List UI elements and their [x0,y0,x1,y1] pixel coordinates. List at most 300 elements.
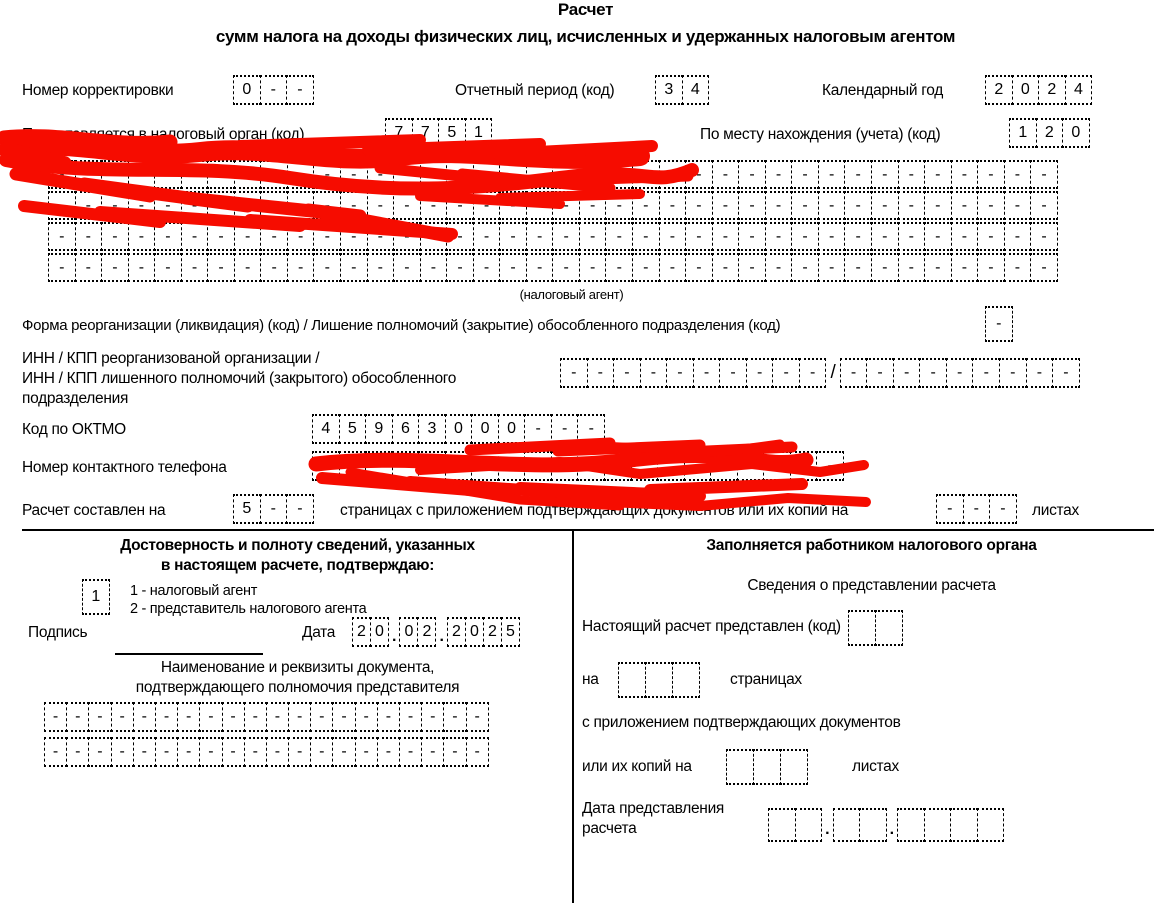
form-cell[interactable] [312,451,340,481]
form-cell[interactable]: - [1004,160,1032,189]
form-cell[interactable]: - [75,222,103,251]
form-title-line2: сумм налога на доходы физических лиц, исчисленных и удержанных налоговым агентом [215,27,956,46]
form-cell[interactable]: - [367,253,395,282]
form-cell[interactable] [577,451,605,481]
form-cell[interactable]: 1 [1009,118,1037,148]
form-cell[interactable]: - [659,253,687,282]
form-cell[interactable] [833,808,861,842]
form-cell[interactable]: - [222,702,245,732]
form-cell[interactable]: - [446,160,474,189]
form-cell[interactable] [684,451,712,481]
form-cell[interactable] [753,749,781,785]
form-cell[interactable]: - [524,414,552,444]
form-cell[interactable]: - [234,191,262,220]
form-cell[interactable]: 9 [365,414,393,444]
form-cell[interactable]: - [499,253,527,282]
form-cell[interactable]: - [738,253,766,282]
form-cell[interactable]: - [287,160,315,189]
form-cell[interactable]: - [181,160,209,189]
form-cell[interactable]: - [791,191,819,220]
form-cell[interactable]: - [613,358,641,388]
form-cell[interactable]: - [287,191,315,220]
form-cell[interactable]: - [765,160,793,189]
form-cell[interactable]: - [473,191,501,220]
form-cell[interactable]: - [399,702,422,732]
form-cell[interactable]: 0 [465,617,484,647]
form-cell[interactable]: - [88,737,111,767]
form-cell[interactable]: - [377,702,400,732]
form-cell[interactable]: - [473,253,501,282]
form-cell[interactable]: - [924,160,952,189]
form-cell[interactable]: - [632,222,660,251]
form-cell[interactable]: 0 [445,414,473,444]
signature-underline[interactable] [115,653,263,655]
form-cell[interactable]: - [393,160,421,189]
form-cell[interactable]: - [951,253,979,282]
form-cell[interactable]: - [972,358,1000,388]
form-cell[interactable]: - [712,191,740,220]
submission-date-label-line2: расчета [582,820,637,837]
form-cell[interactable] [897,808,925,842]
form-cell[interactable]: - [818,191,846,220]
form-cell[interactable]: - [332,702,355,732]
form-cell[interactable] [780,749,808,785]
form-cell[interactable]: - [693,358,721,388]
form-cell[interactable]: - [924,222,952,251]
form-cell[interactable]: 0 [1012,75,1040,105]
form-cell[interactable]: - [577,414,605,444]
form-cell[interactable]: - [552,222,580,251]
form-cell[interactable]: - [871,160,899,189]
form-cell[interactable]: - [260,75,288,105]
form-cell[interactable]: - [712,160,740,189]
form-cell[interactable]: - [128,222,156,251]
form-cell[interactable]: - [286,494,314,524]
form-cell[interactable]: 5 [501,617,520,647]
form-cell[interactable]: - [871,191,899,220]
form-cell[interactable]: 0 [1062,118,1090,148]
form-cell[interactable]: - [367,222,395,251]
form-cell[interactable]: - [963,494,991,524]
form-cell[interactable]: - [155,737,178,767]
form-cell[interactable] [795,808,823,842]
form-cell[interactable]: - [244,737,267,767]
form-cell[interactable]: - [181,222,209,251]
form-cell[interactable] [875,610,903,646]
form-cell[interactable]: - [799,358,827,388]
form-cell[interactable]: - [128,253,156,282]
form-cell[interactable] [618,662,646,698]
form-cell[interactable]: 5 [339,414,367,444]
form-cell[interactable]: - [605,160,633,189]
form-cell[interactable]: - [605,222,633,251]
form-cell[interactable]: - [154,191,182,220]
form-cell[interactable]: - [738,222,766,251]
form-cell[interactable]: - [75,191,103,220]
form-cell[interactable]: - [951,222,979,251]
form-cell[interactable]: - [420,253,448,282]
form-cell[interactable]: - [579,191,607,220]
form-cell[interactable]: - [898,160,926,189]
form-cell[interactable]: - [332,737,355,767]
form-cell[interactable]: - [355,702,378,732]
form-cell[interactable]: - [393,253,421,282]
form-cell[interactable]: - [765,222,793,251]
form-cell[interactable]: - [791,222,819,251]
form-cell[interactable] [471,451,499,481]
form-cell[interactable]: - [818,160,846,189]
form-cell[interactable]: - [44,737,67,767]
form-cell[interactable] [604,451,632,481]
form-cell[interactable]: - [66,702,89,732]
form-cell[interactable]: - [260,253,288,282]
form-cell[interactable]: - [989,494,1017,524]
tax-authority-cells [385,118,492,148]
form-cell[interactable] [726,749,754,785]
form-cell[interactable]: - [919,358,947,388]
form-cell[interactable]: 1 [465,118,493,148]
form-cell[interactable]: - [75,253,103,282]
form-cell[interactable]: - [666,358,694,388]
form-cell[interactable]: - [473,222,501,251]
form-cell[interactable]: - [133,737,156,767]
form-cell[interactable]: - [177,737,200,767]
form-cell[interactable]: - [605,253,633,282]
submission-date-day-cells [768,808,822,842]
form-cell[interactable]: 0 [233,75,261,105]
form-cell[interactable]: - [446,222,474,251]
form-cell[interactable]: 2 [1036,118,1064,148]
form-cell[interactable]: - [133,702,156,732]
form-cell[interactable]: - [632,253,660,282]
form-cell[interactable]: 0 [498,414,526,444]
form-cell[interactable]: 5 [233,494,261,524]
form-cell[interactable]: - [128,160,156,189]
form-cell[interactable]: - [421,737,444,767]
form-cell[interactable]: - [48,253,76,282]
form-cell[interactable] [763,451,791,481]
form-cell[interactable]: - [924,253,952,282]
form-cell[interactable]: - [313,222,341,251]
form-cell[interactable]: - [844,160,872,189]
form-cell[interactable]: - [260,191,288,220]
form-cell[interactable]: 2 [1038,75,1066,105]
attachments-label: с приложением подтверждающих документов [582,714,901,731]
form-cell[interactable]: - [234,222,262,251]
form-cell[interactable]: - [791,160,819,189]
form-cell[interactable]: - [898,222,926,251]
form-cell[interactable]: - [738,160,766,189]
form-cell[interactable]: - [605,191,633,220]
form-cell[interactable]: - [936,494,964,524]
form-cell[interactable]: - [340,160,368,189]
form-cell[interactable]: - [866,358,894,388]
form-cell[interactable] [498,451,526,481]
form-cell[interactable]: - [473,160,501,189]
form-cell[interactable]: - [977,191,1005,220]
right-subheader: Сведения о представлении расчета [747,577,996,594]
form-cell[interactable]: - [155,702,178,732]
form-cell[interactable]: - [765,253,793,282]
reorganization-label: Форма реорганизации (ликвидация) (код) / Лишение полномочий (закрытие) обособленного подразделения (код) [22,317,781,334]
form-cell[interactable]: - [1030,222,1058,251]
form-cell[interactable]: - [393,222,421,251]
form-cell[interactable]: - [367,191,395,220]
form-cell[interactable]: - [977,222,1005,251]
form-cell[interactable]: - [579,253,607,282]
form-cell[interactable]: 4 [1065,75,1093,105]
form-cell[interactable]: - [1026,358,1054,388]
form-cell[interactable]: - [266,702,289,732]
form-cell[interactable]: - [207,160,235,189]
form-cell[interactable]: 5 [438,118,466,148]
form-cell[interactable]: - [393,191,421,220]
form-cell[interactable]: - [526,222,554,251]
form-cell[interactable]: 0 [370,617,389,647]
form-cell[interactable]: - [746,358,774,388]
form-cell[interactable]: - [552,160,580,189]
form-cell[interactable]: - [685,191,713,220]
form-cell[interactable]: - [313,253,341,282]
form-cell[interactable]: - [446,253,474,282]
form-cell[interactable] [365,451,393,481]
form-cell[interactable]: - [244,702,267,732]
form-cell[interactable]: - [177,702,200,732]
form-cell[interactable]: - [816,451,844,481]
form-cell[interactable]: - [844,191,872,220]
form-cell[interactable]: - [420,160,448,189]
form-cell[interactable]: - [924,191,952,220]
form-cell[interactable]: - [288,737,311,767]
form-cell[interactable]: 2 [447,617,466,647]
form-cell[interactable]: - [1030,160,1058,189]
form-cell[interactable] [445,451,473,481]
form-cell[interactable]: - [985,306,1013,342]
form-cell[interactable]: 2 [352,617,371,647]
form-cell[interactable]: - [234,160,262,189]
form-cell[interactable]: 7 [412,118,440,148]
form-cell[interactable]: - [712,222,740,251]
form-cell[interactable]: - [399,737,422,767]
form-cell[interactable]: 2 [417,617,436,647]
form-cell[interactable]: - [288,702,311,732]
form-cell[interactable]: - [111,737,134,767]
form-cell[interactable]: - [977,160,1005,189]
form-cell[interactable]: - [1004,191,1032,220]
form-cell[interactable]: - [579,160,607,189]
form-cell[interactable] [859,808,887,842]
form-cell[interactable]: - [791,253,819,282]
form-cell[interactable]: - [685,160,713,189]
form-cell[interactable]: - [898,253,926,282]
form-cell[interactable]: - [443,702,466,732]
form-cell[interactable]: - [101,191,129,220]
form-cell[interactable]: - [632,191,660,220]
form-cell[interactable]: - [207,191,235,220]
form-cell[interactable]: - [466,702,489,732]
form-cell[interactable]: - [871,253,899,282]
form-cell[interactable] [977,808,1005,842]
form-cell[interactable]: 4 [682,75,710,105]
form-cell[interactable] [848,610,876,646]
form-cell[interactable]: 0 [399,617,418,647]
form-cell[interactable]: 2 [483,617,502,647]
form-cell[interactable] [524,451,552,481]
form-cell[interactable]: - [88,702,111,732]
form-cell[interactable]: - [443,737,466,767]
form-cell[interactable]: - [659,222,687,251]
form-cell[interactable]: - [1052,358,1080,388]
form-cell[interactable]: - [844,222,872,251]
form-cell[interactable]: - [199,737,222,767]
form-cell[interactable]: - [286,75,314,105]
form-cell[interactable]: - [551,414,579,444]
form-cell[interactable]: - [310,702,333,732]
form-cell[interactable]: - [377,737,400,767]
form-cell[interactable]: - [499,160,527,189]
form-cell[interactable]: - [367,160,395,189]
form-cell[interactable] [672,662,700,698]
form-cell[interactable]: - [659,160,687,189]
form-cell[interactable] [950,808,978,842]
form-cell[interactable]: - [101,160,129,189]
form-cell[interactable]: 0 [471,414,499,444]
form-cell[interactable]: 2 [985,75,1013,105]
form-cell[interactable]: - [1030,253,1058,282]
form-cell[interactable]: - [685,253,713,282]
form-cell[interactable]: - [75,160,103,189]
form-cell[interactable]: - [999,358,1027,388]
form-cell[interactable] [631,451,659,481]
form-cell[interactable] [768,808,796,842]
form-cell[interactable]: - [499,191,527,220]
form-cell[interactable]: 4 [312,414,340,444]
form-cell[interactable]: - [355,737,378,767]
form-cell[interactable]: - [844,253,872,282]
form-cell[interactable]: - [128,191,156,220]
form-cell[interactable]: - [48,160,76,189]
form-cell[interactable] [737,451,765,481]
form-cell[interactable]: - [871,222,899,251]
form-cell[interactable]: - [587,358,615,388]
form-cell[interactable]: - [207,253,235,282]
form-cell[interactable]: - [340,253,368,282]
form-cell[interactable]: - [632,160,660,189]
form-cell[interactable]: - [44,702,67,732]
date-year-cells [447,617,520,647]
form-cell[interactable]: - [526,253,554,282]
form-cell[interactable]: - [101,253,129,282]
form-cell[interactable]: - [287,253,315,282]
form-cell[interactable]: - [951,191,979,220]
form-cell[interactable] [710,451,738,481]
form-cell[interactable]: - [772,358,800,388]
form-cell[interactable]: 6 [392,414,420,444]
form-cell[interactable]: - [640,358,668,388]
form-cell[interactable]: - [499,222,527,251]
form-cell[interactable]: - [48,191,76,220]
form-cell[interactable]: - [154,222,182,251]
form-cell[interactable]: - [181,191,209,220]
form-cell[interactable]: - [154,253,182,282]
form-cell[interactable]: - [260,494,288,524]
form-cell[interactable]: - [181,253,209,282]
form-cell[interactable]: - [313,191,341,220]
form-cell[interactable]: - [552,191,580,220]
form-cell[interactable] [551,451,579,481]
form-cell[interactable]: - [466,737,489,767]
form-cell[interactable]: - [446,191,474,220]
form-cell[interactable]: - [790,451,818,481]
form-cell[interactable] [418,451,446,481]
form-cell[interactable]: - [579,222,607,251]
pages-middle-label: страницах с приложением подтверждающих документов или их копий на [340,502,849,519]
form-cell[interactable]: - [659,191,687,220]
form-cell[interactable]: - [313,160,341,189]
form-cell[interactable]: - [199,702,222,732]
form-cell[interactable]: - [421,702,444,732]
form-cell[interactable]: - [893,358,921,388]
form-cell[interactable]: - [266,737,289,767]
form-cell[interactable]: - [526,160,554,189]
form-cell[interactable]: - [898,191,926,220]
form-cell[interactable]: - [719,358,747,388]
form-cell[interactable]: - [977,253,1005,282]
form-cell[interactable]: - [287,222,315,251]
form-cell[interactable]: - [101,222,129,251]
form-cell[interactable] [924,808,952,842]
form-cell[interactable]: - [340,191,368,220]
form-cell[interactable]: 7 [385,118,413,148]
form-cell[interactable]: - [260,160,288,189]
form-cell[interactable]: - [48,222,76,251]
form-cell[interactable]: - [222,737,245,767]
form-cell[interactable]: - [111,702,134,732]
form-cell[interactable]: - [420,191,448,220]
form-cell[interactable]: - [818,253,846,282]
form-cell[interactable]: - [765,191,793,220]
form-cell[interactable]: 3 [418,414,446,444]
form-cell[interactable]: - [951,160,979,189]
form-cell[interactable]: - [685,222,713,251]
form-cell[interactable]: - [738,191,766,220]
form-cell[interactable] [657,451,685,481]
form-cell[interactable]: - [526,191,554,220]
form-cell[interactable]: - [310,737,333,767]
form-cell[interactable]: - [560,358,588,388]
form-cell[interactable]: - [1004,253,1032,282]
form-cell[interactable]: 1 [82,579,110,615]
form-cell[interactable]: - [207,222,235,251]
form-cell[interactable]: - [712,253,740,282]
form-cell[interactable]: - [154,160,182,189]
form-cell[interactable]: - [340,222,368,251]
form-cell[interactable]: - [840,358,868,388]
form-cell[interactable]: - [818,222,846,251]
form-cell[interactable]: - [1004,222,1032,251]
form-cell[interactable]: - [946,358,974,388]
form-cell[interactable]: - [1030,191,1058,220]
form-cell[interactable] [392,451,420,481]
form-cell[interactable]: - [234,253,262,282]
form-cell[interactable]: - [552,253,580,282]
form-cell[interactable]: - [260,222,288,251]
form-cell[interactable] [339,451,367,481]
form-cell[interactable]: - [66,737,89,767]
form-cell[interactable]: - [420,222,448,251]
form-cell[interactable] [645,662,673,698]
form-cell[interactable]: 3 [655,75,683,105]
